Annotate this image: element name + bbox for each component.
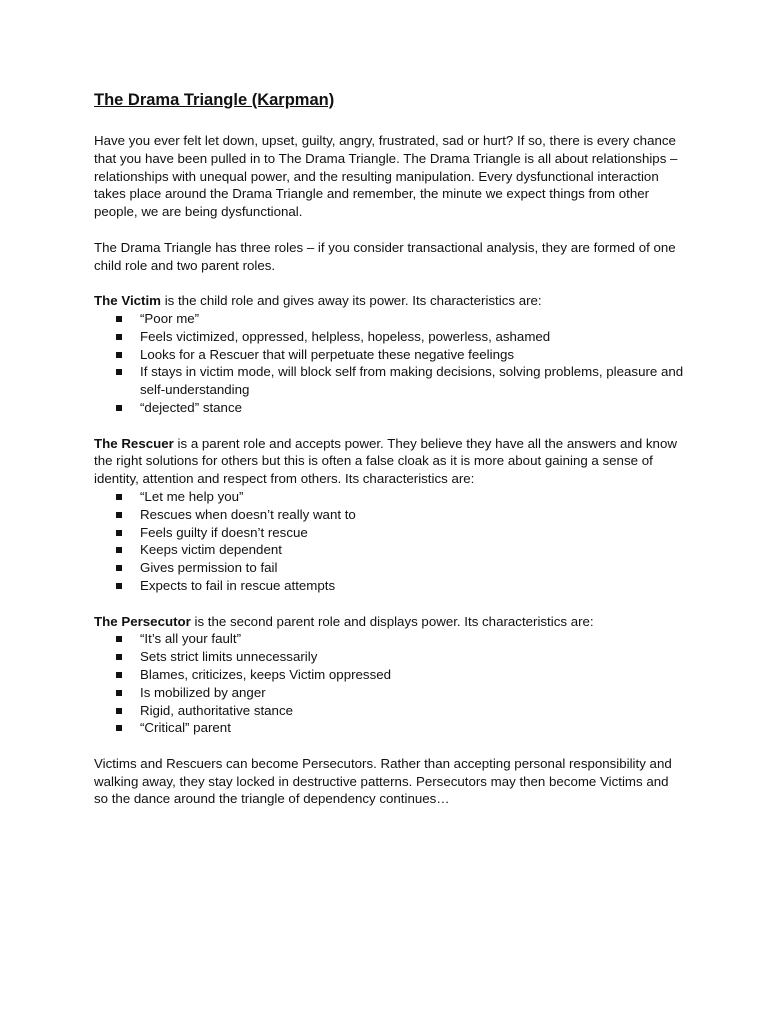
role-intro [94, 435, 684, 488]
list-item: Rescues when doesn’t really want to [94, 506, 684, 524]
page-title: The Drama Triangle (Karpman) [94, 91, 335, 109]
closing-paragraph: Victims and Rescuers can become Persecutors. Rather than accepting personal responsibility and walking away, they stay locked in destructive patterns. Persecutors may then become Victims and so the dance around the triangle of dependency continues… [94, 755, 672, 807]
list-item: Rigid, authoritative stance [94, 702, 684, 720]
list-item: “Critical” parent [94, 719, 684, 737]
list-item: “Poor me” [94, 310, 684, 328]
role-description: is the child role and gives away its power. Its characteristics are: [161, 293, 542, 309]
role-intro [94, 613, 684, 631]
role-section-persecutor [94, 613, 684, 738]
role-section-rescuer [94, 435, 684, 595]
list-item: If stays in victim mode, will block self from making decisions, solving problems, pleasure and self-understanding [94, 363, 684, 399]
characteristics-list [94, 488, 684, 595]
role-description: is the second parent role and displays power. Its characteristics are: [190, 613, 594, 629]
role-name: The Victim [94, 293, 161, 309]
role-section-victim [94, 292, 684, 417]
characteristics-list [94, 630, 684, 737]
list-item: “It’s all your fault” [94, 630, 684, 648]
list-item: Gives permission to fail [94, 559, 684, 577]
role-name: The Rescuer [94, 435, 174, 451]
list-item: Blames, criticizes, keeps Victim oppressed [94, 666, 684, 684]
list-item: Feels victimized, oppressed, helpless, hopeless, powerless, ashamed [94, 328, 684, 346]
role-name: The Persecutor [94, 613, 191, 629]
list-item: Is mobilized by anger [94, 684, 684, 702]
list-item: Sets strict limits unnecessarily [94, 648, 684, 666]
list-item: “dejected” stance [94, 399, 684, 417]
intro-paragraph-2: The Drama Triangle has three roles – if you consider transactional analysis, they are formed of one child role and two parent roles. [94, 239, 676, 273]
characteristics-list [94, 310, 684, 417]
role-intro [94, 292, 684, 310]
list-item: Keeps victim dependent [94, 541, 684, 559]
role-description: is a parent role and accepts power. They believe they have all the answers and know the right solutions for others but this is often a false cloak as it is more about gaining a sense of identity, attention and respect from others. Its characteristics are: [94, 435, 677, 487]
list-item: “Let me help you” [94, 488, 684, 506]
list-item: Looks for a Rescuer that will perpetuate these negative feelings [94, 346, 684, 364]
intro-paragraph-1: Have you ever felt let down, upset, guilty, angry, frustrated, sad or hurt? If so, there is every chance that you have been pulled in to The Drama Triangle. The Drama Triangle is all about relationships – relationships with unequal power, and the resulting manipulation. Every dysfunctional interaction takes place around the Drama Triangle and remember, the minute we expect things from other people, we are being dysfunctional. [94, 133, 678, 220]
list-item: Feels guilty if doesn’t rescue [94, 524, 684, 542]
list-item: Expects to fail in rescue attempts [94, 577, 684, 595]
document-page [94, 90, 684, 826]
